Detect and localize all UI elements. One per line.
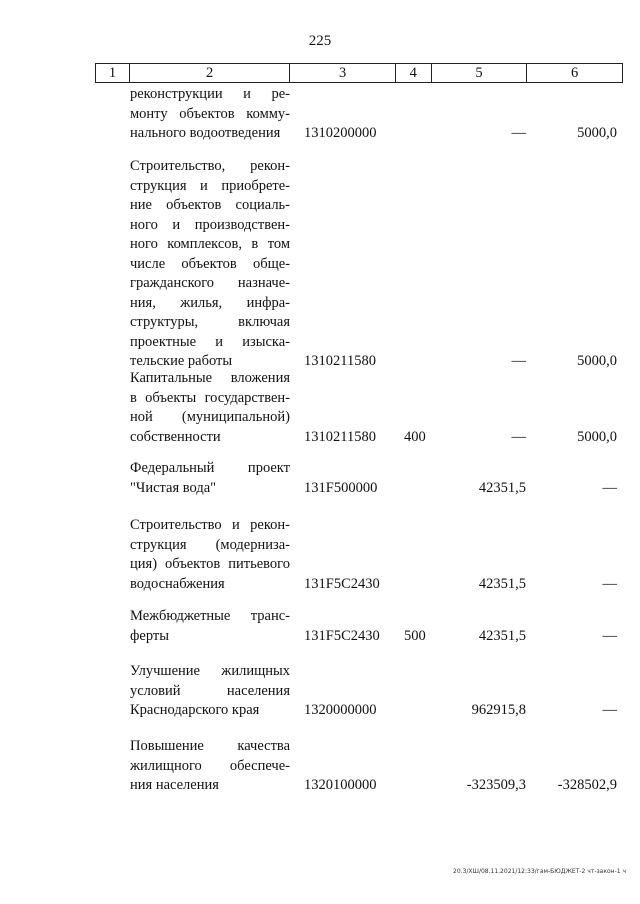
row-name-line: ного комплексов, в том [130,236,290,252]
row-name-line: ния населения [130,777,219,793]
row-code: 1310211580 [304,353,376,369]
row-code: 1310211580 [304,428,376,445]
row-name [130,607,290,646]
row-value-col5: 42351,5 [478,627,526,644]
row-name-line: реконструкции и ре- [130,86,290,102]
row-name-line: нального водоотведения [130,125,281,141]
row-value-col5: — [511,353,526,369]
row-code: 1320100000 [304,777,377,793]
row-code: 1320000000 [304,702,377,718]
row-name-line: Капитальные вложения [130,370,290,386]
row-name [130,737,290,796]
row-name-line: условий населения [130,682,290,699]
row-value-col6: 5000,0 [577,428,617,445]
row-value-col5: -323509,3 [466,777,526,793]
row-name-line: водоснабжения [130,575,225,592]
row-name [130,369,290,447]
row-name-line: гражданского назначе- [130,275,290,291]
row-name-line: Краснодарского края [130,702,260,718]
row-name-line: Повышение качества [130,738,290,754]
row-name-line: ного и производствен- [130,216,290,233]
row-name-line: струкция и приобрете- [130,177,290,194]
row-value-col5: 42351,5 [478,575,526,592]
row-value-col5: — [511,125,526,141]
document-footer: 20.3/ХШ/08.11.2021/12:33/гам-БЮДЖЕТ-2 чт-закон-1 ч [453,868,626,875]
row-value-col6: — [602,575,617,592]
row-name-line: в объекты государствен- [130,389,290,406]
row-name [130,516,290,594]
row-name-line: тельские работы [130,353,233,369]
row-name-line: монту объектов комму- [130,105,290,122]
row-value-col5: 962915,8 [471,702,526,718]
row-code: 131F5C2430 [304,627,380,644]
header-cell-3: 3 [290,64,396,82]
row-name [130,85,290,144]
row-value-col6: — [602,702,617,718]
row-name-line: струкция (модерниза- [130,536,290,553]
header-cell-6: 6 [571,65,579,81]
row-name-line: числе объектов обще- [130,255,290,272]
header-cell-4: 4 [396,64,432,82]
row-value-col5: — [511,428,526,445]
header-cell-1: 1 [96,64,130,82]
row-name-line: ция) объектов питьевого [130,556,290,572]
row-name-line: Улучшение жилищных [130,663,290,679]
row-name-line: Межбюджетные транс- [130,608,290,624]
header-cell-5: 5 [432,64,528,82]
row-name-line: ферты [130,627,169,644]
row-name-line: структуры, включая [130,314,290,330]
row-name-line: собственности [130,428,221,445]
table-header [95,63,623,83]
row-expense-type: 500 [404,627,426,644]
row-name-line: ния, жилья, инфра- [130,294,290,311]
row-name-line: проектные и изыска- [130,333,290,350]
row-value-col6: -328502,9 [557,777,617,793]
row-value-col5: 42351,5 [478,479,526,496]
row-name [130,157,290,372]
row-name-line: Строительство, рекон- [130,158,290,174]
page-number: 225 [308,33,332,49]
row-name-line: ной (муниципальной) [130,409,290,425]
row-value-col6: — [602,479,617,496]
row-name [130,459,290,498]
row-value-col6: — [602,627,617,644]
row-code: 131F500000 [304,479,378,496]
row-name-line: ние объектов социаль- [130,197,290,213]
row-name [130,662,290,721]
row-name-line: жилищного обеспече- [130,757,290,774]
row-code: 1310200000 [304,125,377,141]
row-code: 131F5C2430 [304,575,380,592]
row-expense-type: 400 [404,428,426,445]
row-name-line: Федеральный проект [130,460,290,476]
row-name-line: Строительство и рекон- [130,517,290,533]
header-cell-2: 2 [130,64,290,82]
row-value-col6: 5000,0 [577,353,617,369]
row-name-line: "Чистая вода" [130,479,217,496]
row-value-col6: 5000,0 [577,125,617,141]
